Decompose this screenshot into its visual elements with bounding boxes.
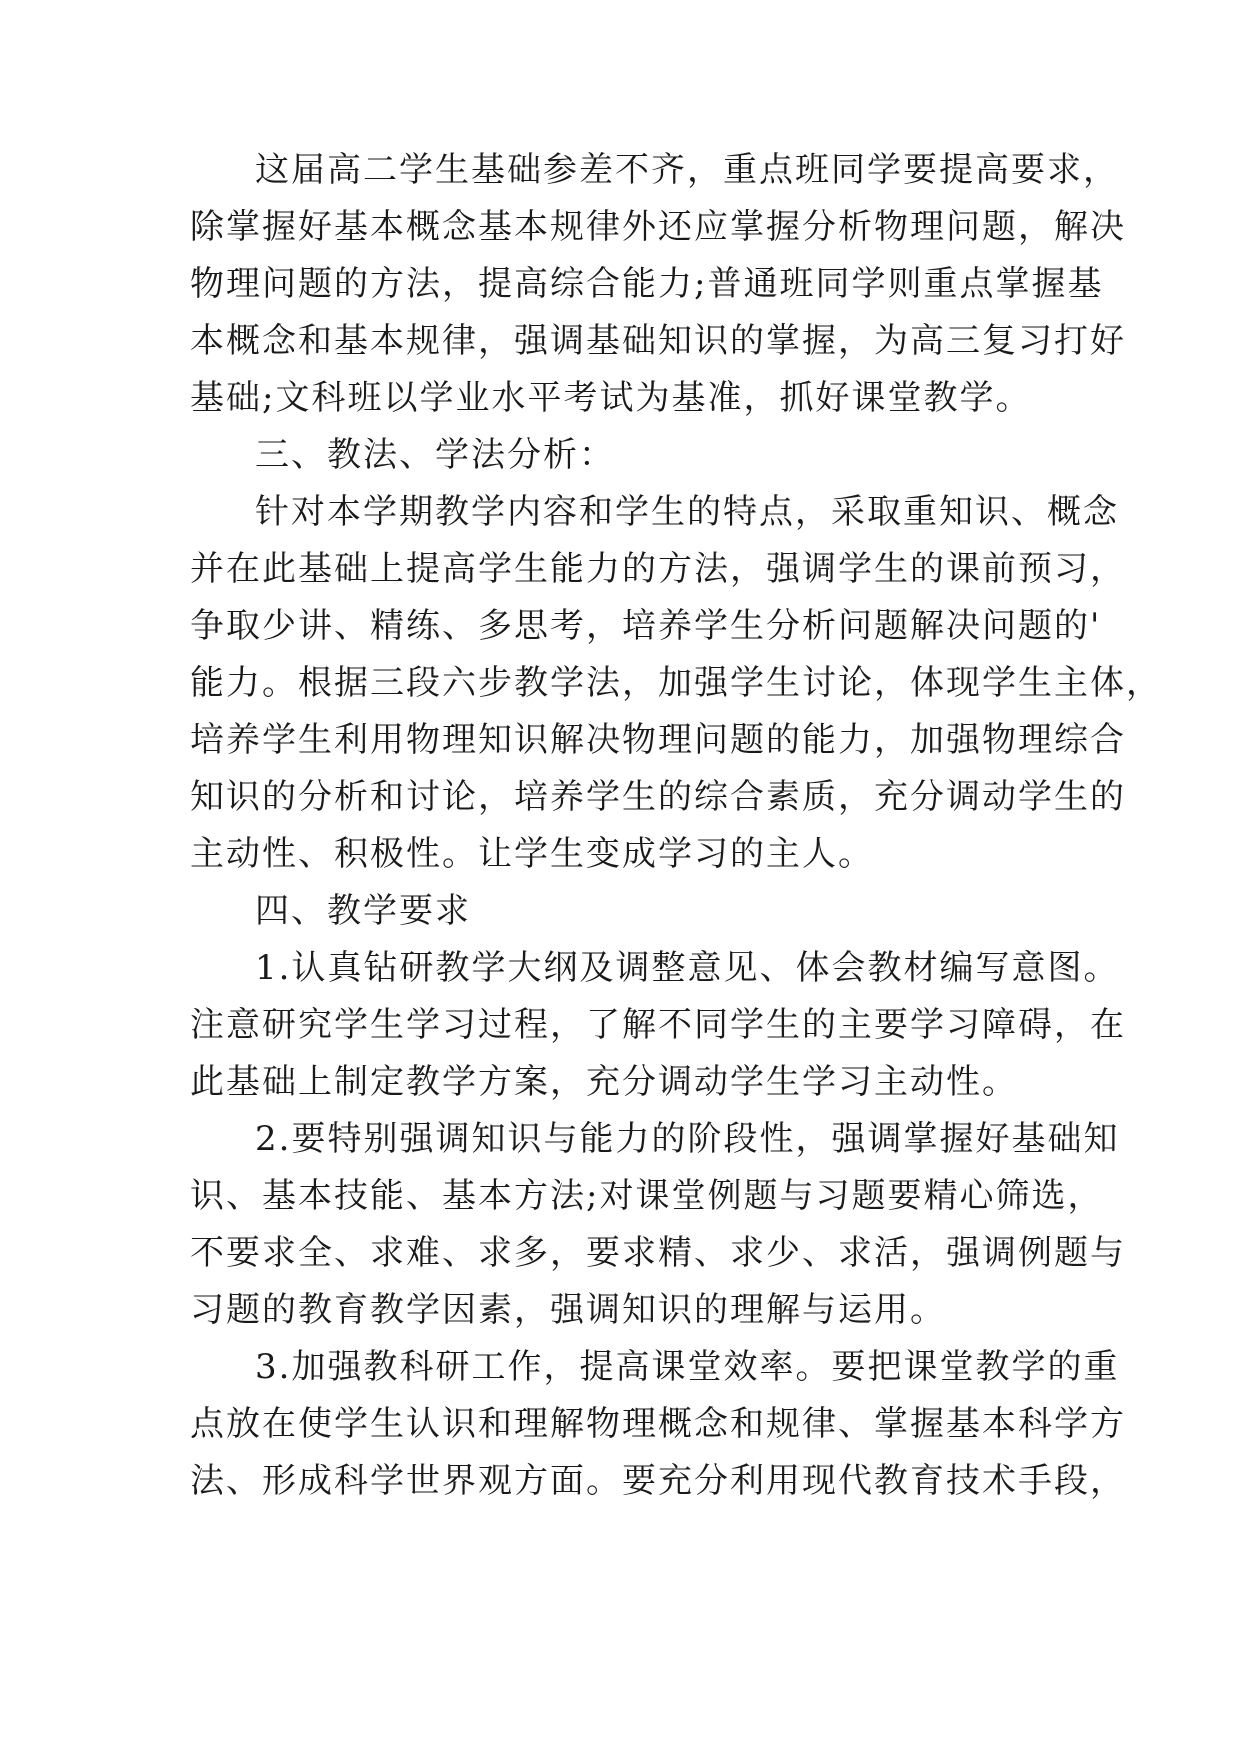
list-item-line: 1.认真钻研教学大纲及调整意见、体会教材编写意图。	[255, 948, 1120, 988]
paragraph-line: 基础;文科班以学业水平考试为基准，抓好课堂教学。	[190, 378, 1032, 418]
paragraph-line: 本概念和基本规律，强调基础知识的掌握，为高三复习打好	[190, 321, 1126, 361]
section-heading: 三、教法、学法分析：	[255, 435, 615, 475]
paragraph-line: 并在此基础上提高学生能力的方法，强调学生的课前预习，	[190, 549, 1126, 589]
paragraph-line: 这届高二学生基础参差不齐，重点班同学要提高要求，	[255, 150, 1119, 190]
paragraph-line: 培养学生利用物理知识解决物理问题的能力，加强物理综合	[190, 720, 1126, 760]
section-heading: 四、教学要求	[255, 891, 471, 931]
paragraph-line: 针对本学期教学内容和学生的特点，采取重知识、概念	[255, 492, 1119, 532]
paragraph-line: 能力。根据三段六步教学法，加强学生讨论，体现学生主体，	[190, 663, 1162, 703]
list-item-line: 此基础上制定教学方案，充分调动学生学习主动性。	[190, 1062, 1018, 1102]
list-item-line: 点放在使学生认识和理解物理概念和规律、掌握基本科学方	[190, 1404, 1126, 1444]
paragraph-line: 除掌握好基本概念基本规律外还应掌握分析物理问题，解决	[190, 207, 1126, 247]
list-item-line: 习题的教育教学因素，强调知识的理解与运用。	[190, 1290, 946, 1330]
list-item-line: 不要求全、求难、求多，要求精、求少、求活，强调例题与	[190, 1233, 1126, 1273]
paragraph-line: 争取少讲、精练、多思考，培养学生分析问题解决问题的'	[190, 606, 1102, 646]
list-item-line: 识、基本技能、基本方法;对课堂例题与习题要精心筛选，	[190, 1176, 1104, 1216]
paragraph-line: 物理问题的方法，提高综合能力;普通班同学则重点掌握基	[190, 264, 1104, 304]
list-item-line: 2.要特别强调知识与能力的阶段性，强调掌握好基础知	[255, 1119, 1120, 1159]
list-item-line: 注意研究学生学习过程，了解不同学生的主要学习障碍，在	[190, 1005, 1126, 1045]
paragraph-line: 主动性、积极性。让学生变成学习的主人。	[190, 834, 874, 874]
paragraph-line: 知识的分析和讨论，培养学生的综合素质，充分调动学生的	[190, 777, 1126, 817]
list-item-line: 法、形成科学世界观方面。要充分利用现代教育技术手段，	[190, 1461, 1126, 1501]
list-item-line: 3.加强教科研工作，提高课堂效率。要把课堂教学的重	[255, 1347, 1120, 1387]
